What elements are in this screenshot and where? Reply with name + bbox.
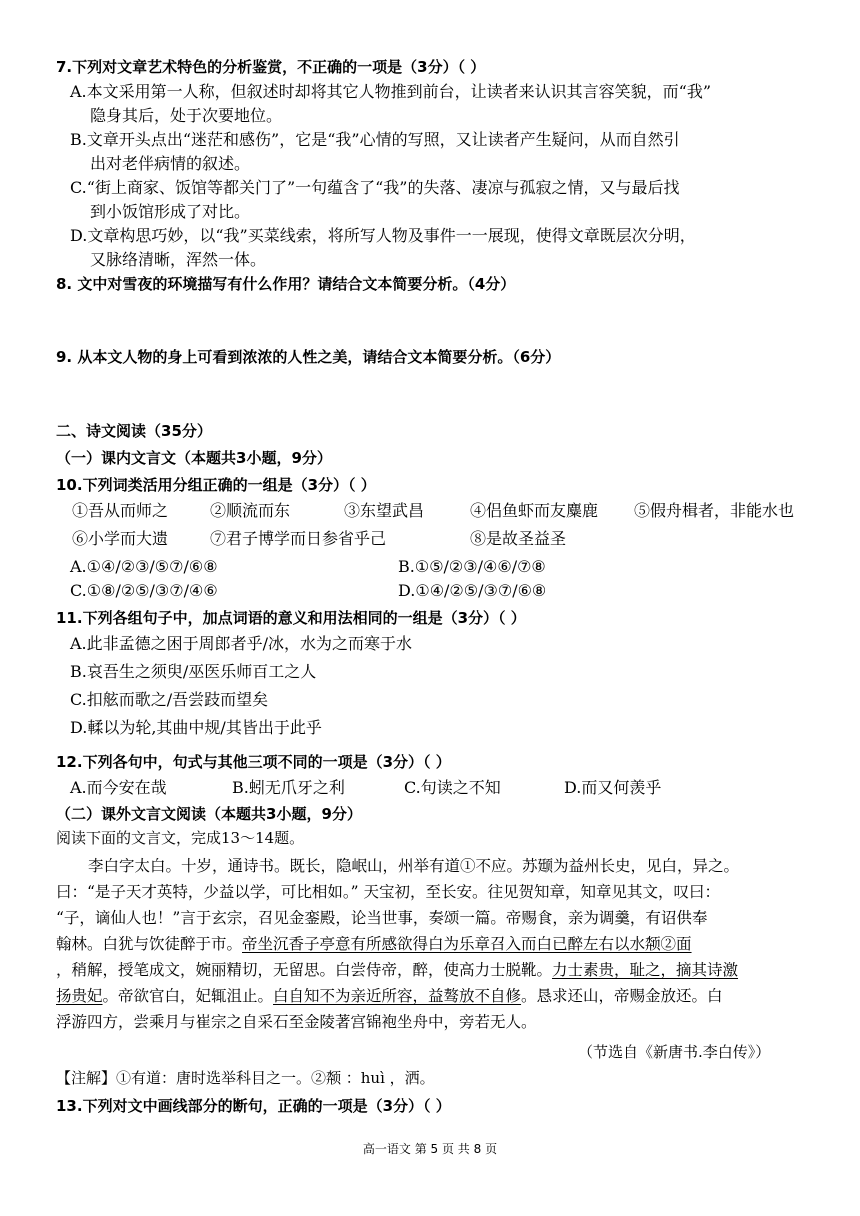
passage-line-2: 曰：“是子天才英特，少益以学，可比相如。” 天宝初，至长安。往见贺知章，知章见其文，叹曰： [56, 883, 721, 901]
page-footer: 高一语文 第 5 页 共 8 页 [362, 1142, 498, 1156]
q10-item-6: ⑥小学而大遗 [72, 529, 169, 548]
q10-item-1: ①吾从而师之 [72, 501, 169, 520]
q10-option-b: B.①⑤/②③/④⑥/⑦⑧ [398, 557, 546, 576]
q10-item-8: ⑧是故圣益圣 [470, 529, 567, 548]
passage-line-4-text: 翰林。白犹与饮徒醉于市。 [56, 935, 243, 953]
q7-option-b-line2: 出对老伴病情的叙述。 [90, 154, 251, 173]
passage-line-4 [56, 933, 692, 955]
section-title-poetry: 二、诗文阅读（35分） [56, 422, 212, 440]
q7-option-d-line1: D.文章构思巧妙，以“我”买菜线索，将所写人物及事件一一展现，使得文章既层次分明， [70, 226, 696, 245]
q11-option-b: B.哀吾生之须臾/巫医乐师百工之人 [70, 662, 317, 681]
q8-stem: 8. 文中对雪夜的环境描写有什么作用？请结合文本简要分析。（4分） [56, 275, 516, 293]
q7-option-b-line1: B.文章开头点出“迷茫和感伤”，它是“我”心情的写照，又让读者产生疑问，从而自然引 [70, 130, 680, 149]
q7-option-c-line1: C.“街上商家、饭馆等都关门了”一句蕴含了“我”的失落、凄凉与孤寂之情，又与最后找 [70, 178, 680, 197]
q7-stem: 7.下列对文章艺术特色的分析鉴赏，不正确的一项是（3分）（ ） [56, 58, 486, 76]
section-subtitle-classical: （一）课内文言文（本题共3小题，9分） [56, 449, 332, 467]
passage-line-5-text: ，稍解，授笔成文，婉丽精切，无留思。白尝侍帝，醉，使高力士脱靴。 [56, 961, 553, 979]
passage-underlined-segment-1: 帝坐沉香子亭意有所感欲得白为乐章召入而白已醉左右以水颒②面 [242, 935, 692, 953]
passage-line-6-text: 。帝欲官白，妃辄沮止。 [102, 987, 274, 1005]
passage-source: （节选自《新唐书.李白传》） [578, 1043, 771, 1061]
passage-underlined-segment-2: 力士素贵，耻之，摘其诗激 [552, 961, 739, 979]
q12-stem: 12.下列各句中，句式与其他三项不同的一项是（3分）（ ） [56, 753, 451, 771]
q12-option-d: D.而又何羡乎 [564, 778, 662, 797]
q11-stem: 11.下列各组句子中，加点词语的意义和用法相同的一组是（3分）（ ） [56, 609, 526, 627]
q12-option-a: A.而今安在哉 [70, 778, 167, 797]
q10-item-3: ③东望武昌 [344, 501, 425, 520]
passage-line-6 [56, 985, 723, 1007]
passage-line-3: “子，谪仙人也！”言于玄宗，召见金銮殿，论当世事，奏颂一篇。帝赐食，亲为调羹，有诏供奉 [56, 909, 708, 927]
q10-item-5: ⑤假舟楫者，非能水也 [634, 501, 795, 520]
q10-option-d: D.①④/②⑤/③⑦/⑥⑧ [398, 581, 547, 600]
q11-option-a: A.此非孟德之困于周郎者乎/冰，水为之而寒于水 [70, 634, 413, 653]
q9-stem: 9. 从本文人物的身上可看到浓浓的人性之美，请结合文本简要分析。（6分） [56, 348, 561, 366]
q7-option-a-line2: 隐身其后，处于次要地位。 [90, 106, 283, 125]
passage-line-5 [56, 959, 738, 981]
q10-option-a: A.①④/②③/⑤⑦/⑥⑧ [70, 557, 218, 576]
section-subtitle-extracurricular: （二）课外文言文阅读（本题共3小题，9分） [56, 805, 362, 823]
q10-item-2: ②顺流而东 [210, 501, 291, 520]
q7-option-a-line1: A.本文采用第一人称，但叙述时却将其它人物推到前台，让读者来认识其言容笑貌，而“我” [70, 82, 712, 101]
passage-underlined-segment-3: 白自知不为亲近所容，益骜放不自修 [273, 987, 522, 1005]
annotation-note: 【注解】①有道：唐时选举科目之一。②颒 ：huì ，洒。 [56, 1069, 435, 1087]
q12-option-c: C.句读之不知 [404, 778, 501, 797]
passage-line-1: 李白字太白。十岁，通诗书。既长，隐岷山，州举有道①不应。苏颋为益州长史，见白，异之。 [88, 857, 740, 875]
q10-item-4: ④侣鱼虾而友麋鹿 [470, 501, 599, 520]
passage-line-7: 浮游四方，尝乘月与崔宗之自采石至金陵著宫锦袍坐舟中，旁若无人。 [56, 1013, 537, 1031]
q7-option-d-line2: 又脉络清晰，浑然一体。 [90, 250, 267, 269]
passage-line-6-text-end: 。恳求还山，帝赐金放还。白 [521, 987, 723, 1005]
q10-stem: 10.下列词类活用分组正确的一组是（3分）（ ） [56, 476, 376, 494]
q10-option-c: C.①⑧/②⑤/③⑦/④⑥ [70, 581, 218, 600]
q13-stem: 13.下列对文中画线部分的断句，正确的一项是（3分）（ ） [56, 1097, 451, 1115]
reading-instruction: 阅读下面的文言文，完成13～14题。 [56, 829, 305, 847]
q10-item-7: ⑦君子博学而日参省乎己 [210, 529, 387, 548]
q11-option-d: D.輮以为轮,其曲中规/其皆出于此乎 [70, 718, 322, 737]
q7-option-c-line2: 到小饭馆形成了对比。 [90, 202, 251, 221]
passage-underlined-segment-2-cont: 扬贵妃 [56, 987, 103, 1005]
q11-option-c: C.扣舷而歌之/吾尝跂而望矣 [70, 690, 269, 709]
q12-option-b: B.蚓无爪牙之利 [232, 778, 345, 797]
